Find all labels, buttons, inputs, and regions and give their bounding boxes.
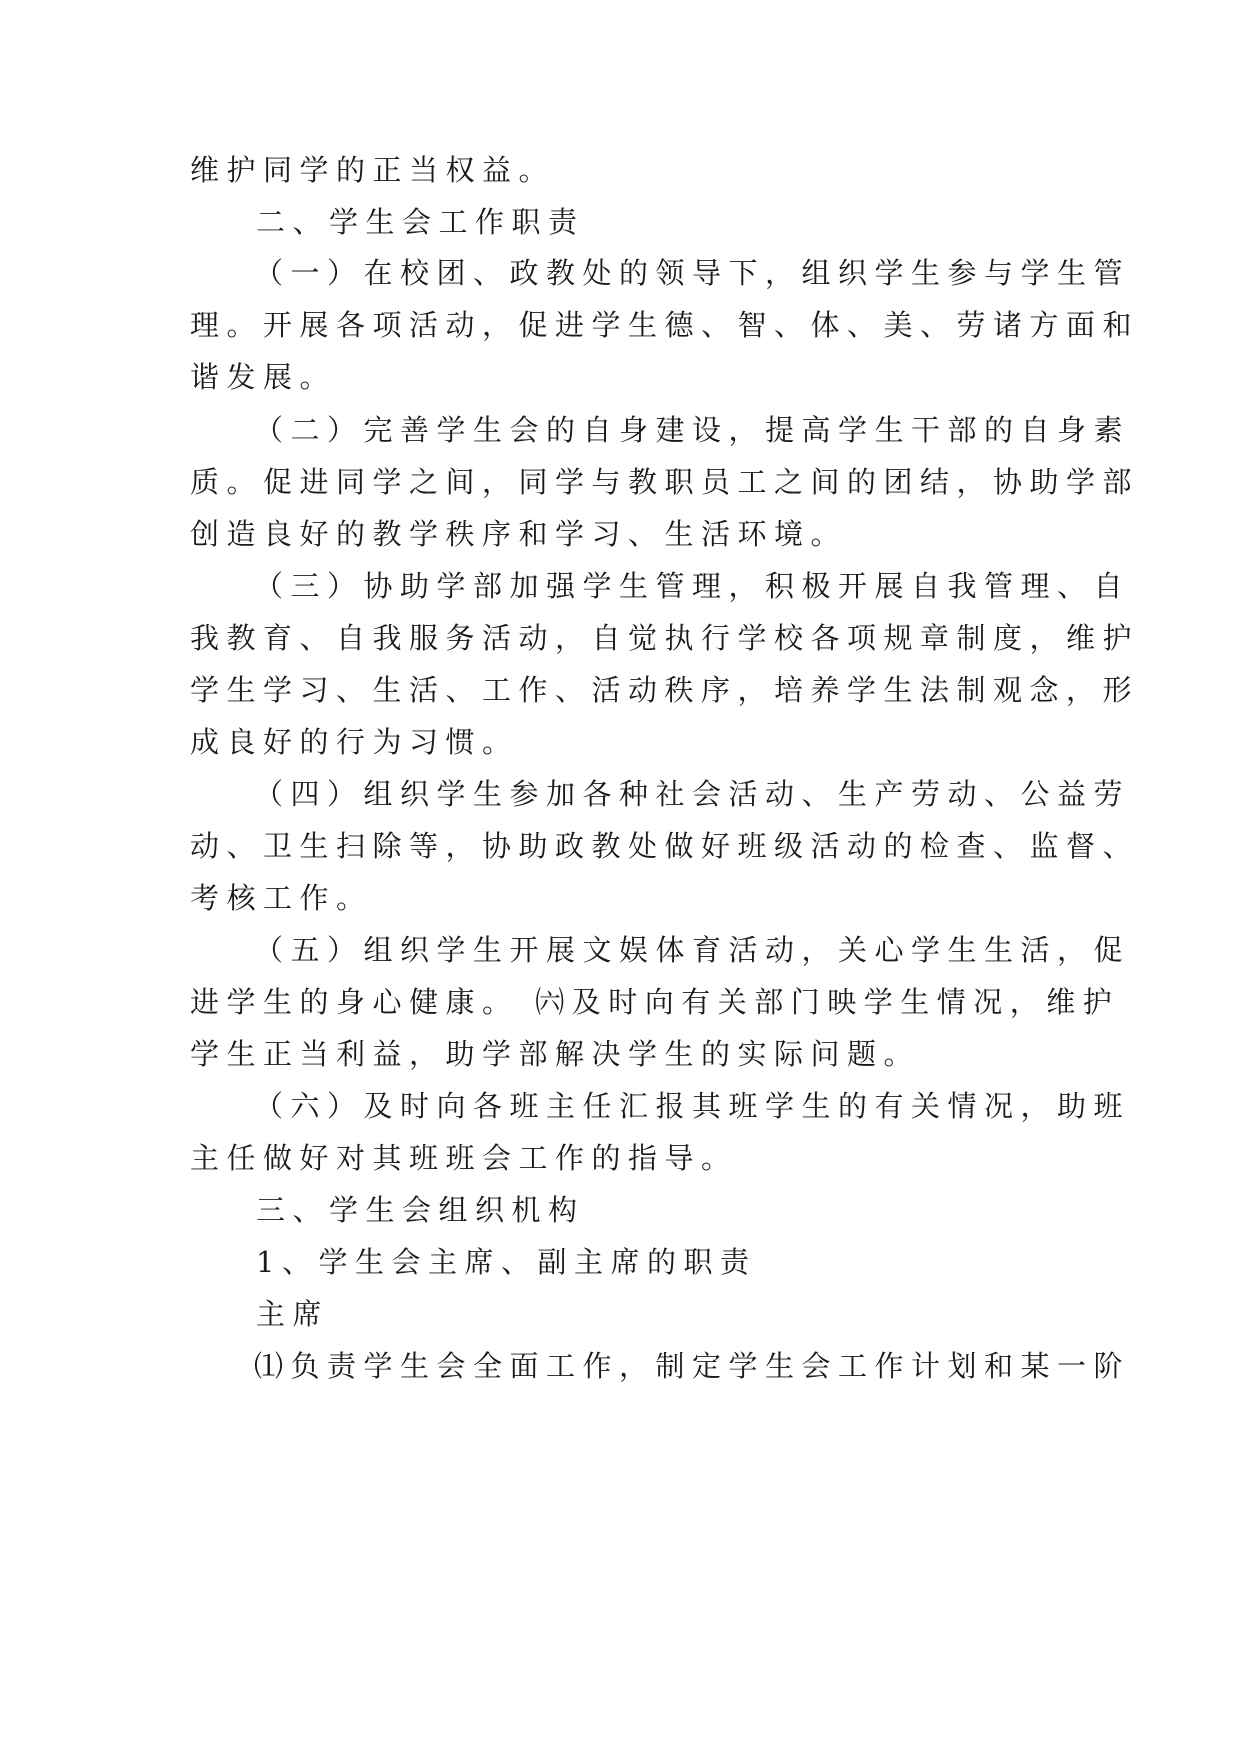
text-line: （二）完善学生会的自身建设，提高学生干部的自身素: [254, 413, 1131, 447]
subsection-heading: 主席: [256, 1297, 330, 1331]
text-line: 进学生的身心健康。 ㈥及时向有关部门映学生情况，维护: [190, 985, 1120, 1019]
text-line: 我教育、自我服务活动，自觉执行学校各项规章制度，维护: [190, 621, 1140, 655]
text-line: （六）及时向各班主任汇报其班学生的有关情况，助班: [254, 1089, 1131, 1123]
text-line: 动、卫生扫除等，协助政教处做好班级活动的检查、监督、: [190, 829, 1140, 863]
text-line: 主任做好对其班班会工作的指导。: [190, 1141, 738, 1175]
text-line: 理。开展各项活动，促进学生德、智、体、美、劳诸方面和: [190, 308, 1140, 342]
text-line: 维护同学的正当权益。: [190, 153, 556, 187]
text-line: （五）组织学生开展文娱体育活动，关心学生生活，促: [254, 933, 1131, 967]
section-heading: 三、学生会组织机构: [256, 1193, 585, 1227]
text-line: 学生学习、生活、工作、活动秩序，培养学生法制观念，形: [190, 673, 1140, 707]
section-heading: 二、学生会工作职责: [256, 205, 585, 239]
text-line: 创造良好的教学秩序和学习、生活环境。: [190, 517, 848, 551]
text-line: ⑴负责学生会全面工作，制定学生会工作计划和某一阶: [254, 1349, 1131, 1383]
text-line: 学生正当利益，助学部解决学生的实际问题。: [190, 1037, 921, 1071]
subsection-heading: 1、学生会主席、副主席的职责: [256, 1245, 757, 1279]
text-line: （一）在校团、政教处的领导下，组织学生参与学生管: [254, 256, 1131, 290]
text-line: 成良好的行为习惯。: [190, 725, 519, 759]
text-line: 考核工作。: [190, 881, 373, 915]
text-line: 质。促进同学之间，同学与教职员工之间的团结，协助学部: [190, 465, 1140, 499]
text-line: 谐发展。: [190, 360, 337, 394]
text-line: （三）协助学部加强学生管理，积极开展自我管理、自: [254, 569, 1131, 603]
text-line: （四）组织学生参加各种社会活动、生产劳动、公益劳: [254, 777, 1131, 811]
